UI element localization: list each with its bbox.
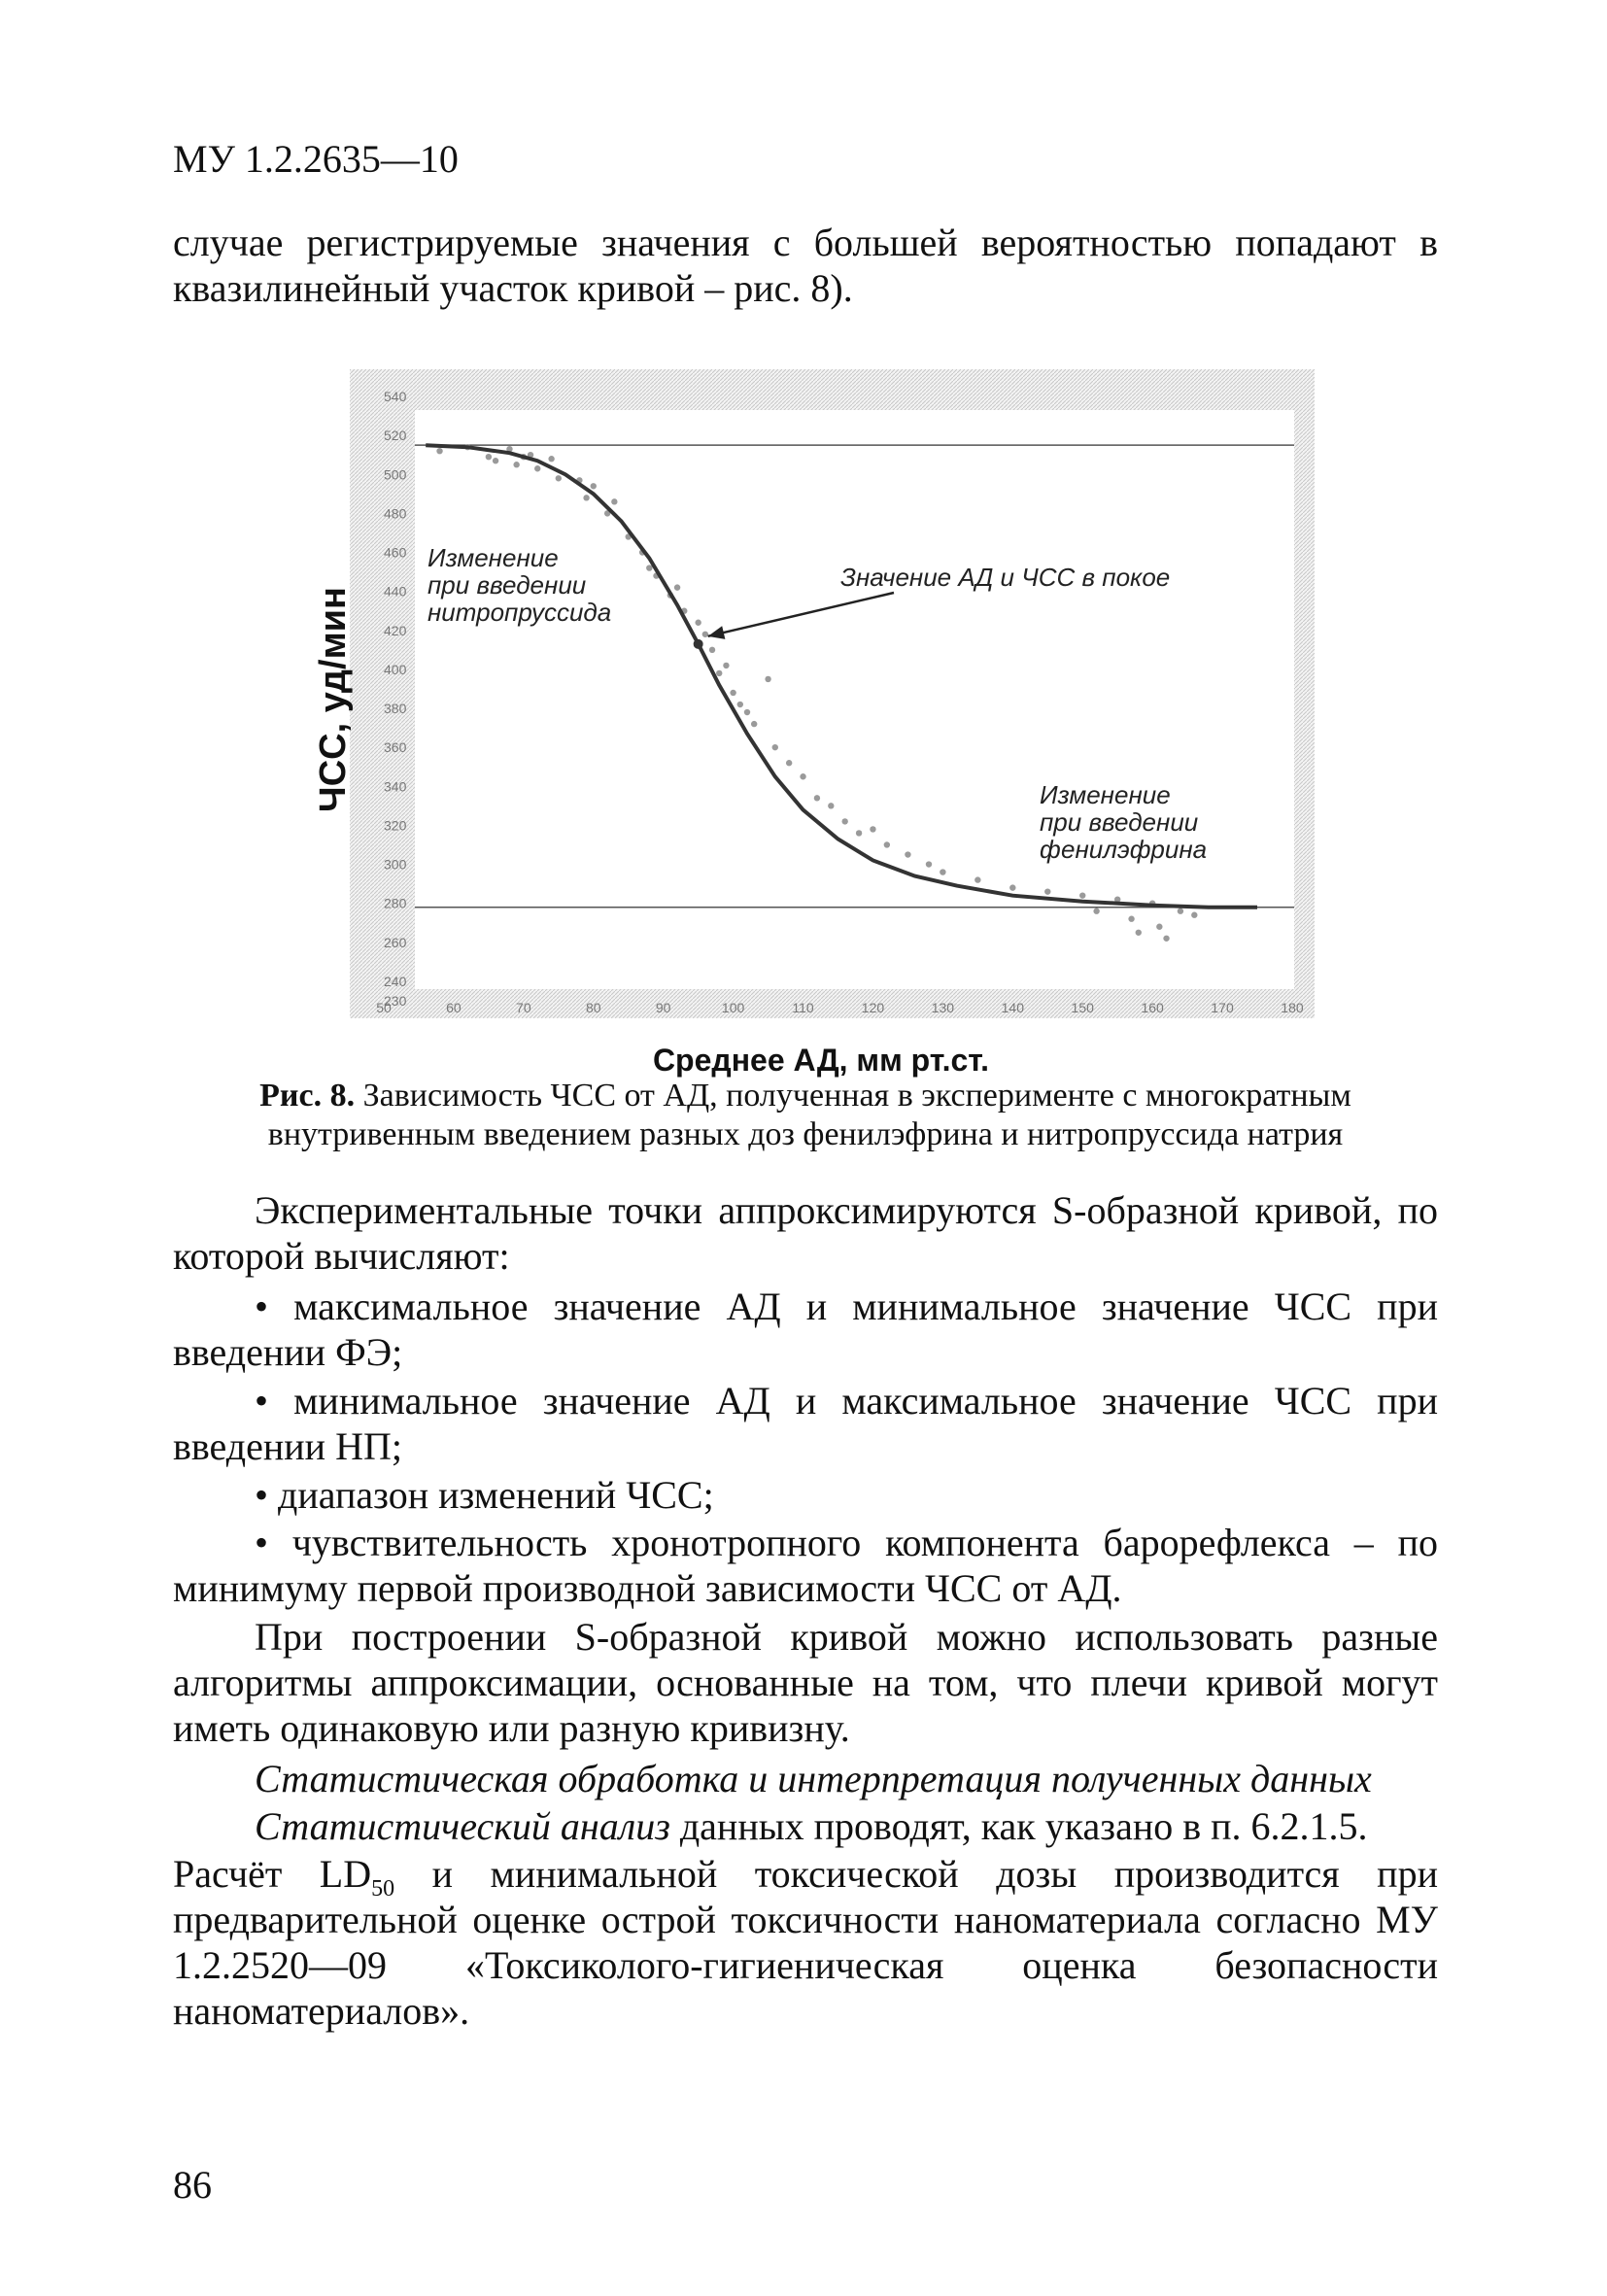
y-tick-label-10: 420 xyxy=(384,622,407,638)
annotation-pe-line1: Изменение xyxy=(1040,780,1171,809)
body-paragraph-4 xyxy=(173,1851,1438,2034)
document-code: МУ 1.2.2635—10 xyxy=(173,137,459,181)
y-tick-label-0: 230 xyxy=(384,993,407,1009)
data-point xyxy=(646,565,652,570)
x-tick-label-5: 100 xyxy=(721,1000,745,1015)
stat-analysis-italic: Статистический анализ xyxy=(255,1804,670,1848)
data-point xyxy=(1156,924,1162,930)
x-tick-label-2: 70 xyxy=(516,1000,531,1015)
data-point xyxy=(591,483,597,489)
annotation-pe-line2: при введении xyxy=(1040,807,1199,837)
body-text-1: Экспериментальные точки аппроксимируются S-образной кривой, по которой вычисляют: xyxy=(173,1188,1438,1278)
y-tick-label-16: 540 xyxy=(384,389,407,404)
x-tick-label-6: 110 xyxy=(792,1000,814,1015)
data-point xyxy=(513,462,519,467)
annotation-np-line2: при введении xyxy=(427,570,587,600)
data-point xyxy=(716,670,722,676)
data-point xyxy=(870,826,875,832)
body-text-4b: и минимальной токсической дозы производится при предварительной оценке острой токсичности наноматериала согласно МУ 1.2.2520—09 «Токсиколого-гигиеническая оценка безопасности наноматериалов». xyxy=(173,1852,1438,2033)
data-point xyxy=(1178,908,1183,914)
data-point xyxy=(493,458,498,463)
x-axis-label: Среднее АД, мм рт.ст. xyxy=(652,1043,990,1078)
bullet-text-2: • минимальное значение АД и максимальное значение ЧСС при введении НП; xyxy=(173,1379,1438,1468)
bullet-item-4 xyxy=(173,1520,1438,1611)
figure-caption xyxy=(173,1077,1438,1154)
body-text-2: При построении S-образной кривой можно использовать разные алгоритмы аппроксимации, основанные на том, что плечи кривой могут иметь одинаковую или разную кривизну. xyxy=(173,1615,1438,1750)
rest-point-marker xyxy=(694,639,703,649)
data-point xyxy=(800,773,805,779)
y-tick-label-2: 260 xyxy=(384,934,407,950)
annotation-np-line1: Изменение xyxy=(427,543,559,572)
x-tick-label-1: 60 xyxy=(446,1000,462,1015)
chart-svg xyxy=(313,369,1316,1078)
data-point xyxy=(436,448,442,454)
data-point xyxy=(709,647,715,653)
y-tick-label-8: 380 xyxy=(384,701,407,717)
data-point xyxy=(556,475,562,481)
data-point xyxy=(737,702,743,707)
data-point xyxy=(730,690,735,696)
body-paragraph-1 xyxy=(173,1187,1438,1279)
caption-text: Зависимость ЧСС от АД, полученная в эксперименте с многократным внутривенным введением разных доз фенилэфрина и нитропруссида натрия xyxy=(267,1078,1351,1152)
data-point xyxy=(751,721,757,727)
section-title-text: Статистическая обработка и интерпретация полученных данных xyxy=(255,1757,1372,1800)
y-tick-label-9: 400 xyxy=(384,661,407,677)
bullet-item-3 xyxy=(173,1472,1438,1518)
x-tick-label-12: 170 xyxy=(1211,1000,1234,1015)
ld-subscript: 50 xyxy=(371,1876,395,1902)
data-point xyxy=(583,495,589,500)
y-tick-label-15: 520 xyxy=(384,428,407,444)
x-tick-label-10: 150 xyxy=(1071,1000,1094,1015)
y-tick-label-13: 480 xyxy=(384,505,407,522)
y-tick-label-12: 460 xyxy=(384,544,407,561)
x-tick-label-9: 140 xyxy=(1001,1000,1024,1015)
x-tick-label-11: 160 xyxy=(1141,1000,1164,1015)
data-point xyxy=(1044,888,1050,894)
data-point xyxy=(702,632,708,637)
plot-area xyxy=(415,410,1294,989)
data-point xyxy=(1191,912,1197,918)
section-title xyxy=(173,1756,1438,1801)
bullet-text-3: • диапазон изменений ЧСС; xyxy=(255,1473,714,1517)
data-point xyxy=(548,456,554,462)
data-point xyxy=(926,861,932,867)
y-tick-label-11: 440 xyxy=(384,583,407,600)
y-tick-label-7: 360 xyxy=(384,739,407,756)
annotation-np-line3: нитропруссида xyxy=(427,598,612,627)
data-point xyxy=(974,876,980,882)
x-tick-label-4: 90 xyxy=(655,1000,671,1015)
data-point xyxy=(1009,884,1015,890)
y-axis-label: ЧСС, уд/мин xyxy=(313,587,354,812)
data-point xyxy=(940,869,945,874)
data-point xyxy=(1136,930,1142,936)
page-number: 86 xyxy=(173,2163,212,2207)
data-point xyxy=(786,760,792,766)
data-point xyxy=(534,465,540,471)
data-point xyxy=(611,498,617,504)
data-point xyxy=(1093,908,1099,914)
data-point xyxy=(486,454,492,460)
intro-text: случае регистрируемые значения с большей вероятностью попадают в квазилинейный участок кривой – рис. 8). xyxy=(173,221,1438,310)
intro-paragraph xyxy=(173,220,1438,311)
figure-chart xyxy=(313,369,1316,1078)
data-point xyxy=(1128,916,1134,922)
data-point xyxy=(828,803,834,808)
y-tick-label-5: 320 xyxy=(384,817,407,834)
bullet-item-1 xyxy=(173,1284,1438,1375)
y-tick-label-6: 340 xyxy=(384,778,407,795)
x-tick-label-0: 50 xyxy=(376,1000,392,1015)
data-point xyxy=(814,795,820,801)
data-point xyxy=(841,818,847,824)
data-point xyxy=(856,830,862,836)
data-point xyxy=(723,663,729,668)
y-tick-label-3: 280 xyxy=(384,895,407,911)
y-tick-label-1: 240 xyxy=(384,973,407,989)
x-tick-label-8: 130 xyxy=(931,1000,955,1015)
body-paragraph-3 xyxy=(173,1803,1438,1849)
x-tick-label-13: 180 xyxy=(1281,1000,1304,1015)
y-tick-label-4: 300 xyxy=(384,856,407,873)
data-point xyxy=(772,744,778,750)
data-point xyxy=(744,709,750,715)
caption-label: Рис. 8. xyxy=(259,1078,356,1114)
annotation-rest-line1: Значение АД и ЧСС в покое xyxy=(840,563,1171,592)
bullet-text-1: • максимальное значение АД и минимальное значение ЧСС при введении ФЭ; xyxy=(173,1285,1438,1374)
data-point xyxy=(1163,936,1169,942)
body-paragraph-2 xyxy=(173,1614,1438,1751)
data-point xyxy=(1079,892,1085,898)
body-text-4a: Расчёт LD xyxy=(173,1852,372,1896)
data-point xyxy=(674,584,680,590)
x-tick-label-7: 120 xyxy=(861,1000,885,1015)
bullet-text-4: • чувствительность хронотропного компонента барорефлекса – по минимуму первой производной зависимости ЧСС от АД. xyxy=(173,1521,1438,1610)
bullet-item-2 xyxy=(173,1378,1438,1469)
stat-analysis-rest: данных проводят, как указано в п. 6.2.1.5. xyxy=(669,1804,1368,1848)
y-tick-label-14: 500 xyxy=(384,466,407,483)
data-point xyxy=(884,841,890,847)
data-point xyxy=(695,620,701,626)
annotation-rest xyxy=(840,563,1170,592)
data-point xyxy=(765,676,770,682)
data-point xyxy=(905,851,910,857)
x-tick-label-3: 80 xyxy=(585,1000,601,1015)
annotation-pe-line3: фенилэфрина xyxy=(1040,835,1208,864)
